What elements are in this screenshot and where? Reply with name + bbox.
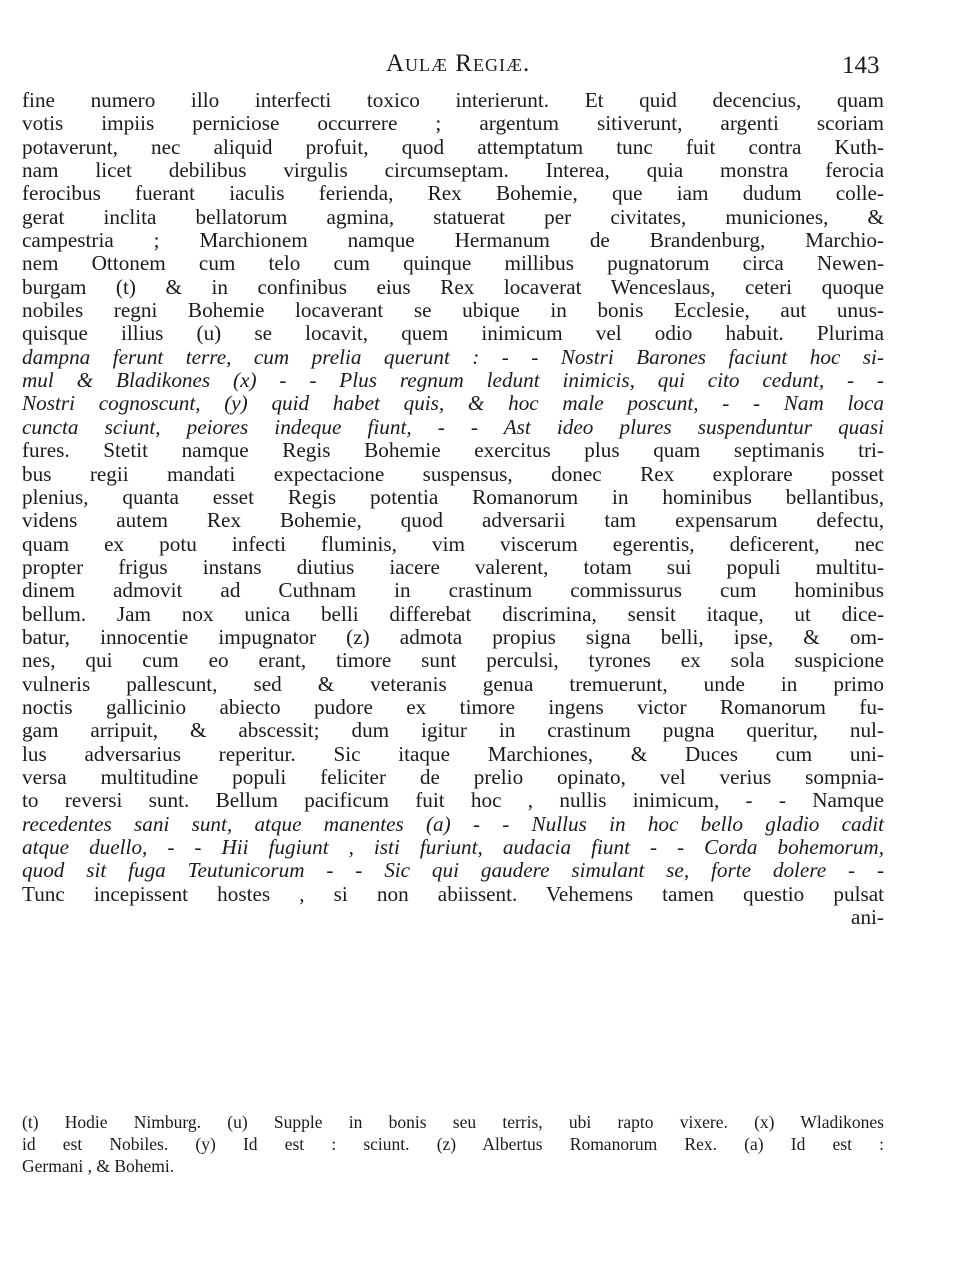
footnote-line: Germani , & Bohemi. (22, 1156, 175, 1176)
text-line: Nostri cognoscunt, (y) quid habet quis, & hoc male poscunt, - - Nam loca (22, 391, 884, 416)
text-line: fine numero illo interfecti toxico interierunt. Et quid decencius, quam (22, 88, 884, 112)
text-line: batur, innocentie impugnator (z) admota propius signa belli, ipse, & om- (22, 624, 884, 649)
text-line: mul & Bladikones (x) - - Plus regnum ledunt inimicis, qui cito cedunt, - - (22, 368, 884, 393)
text-line: nem Ottonem cum telo cum quinque millibus pugnatorum circa Newen- (22, 251, 884, 276)
text-line: burgam (t) & in confinibus eius Rex locaverat Wenceslaus, ceteri quoque (22, 274, 884, 299)
text-line: cuncta sciunt, peiores indeque fiunt, - - Ast ideo plures suspenduntur quasi (22, 414, 884, 439)
text-line: quam ex potu infecti fluminis, vim viscerum egerentis, deficerent, nec (22, 531, 884, 556)
page-header (0, 50, 960, 90)
text-line: fures. Stetit namque Regis Bohemie exercitus plus quam septimanis tri- (22, 438, 884, 463)
text-line: plenius, quanta esset Regis potentia Romanorum in hominibus bellantibus, (22, 484, 884, 509)
text-line: gerat inclita bellatorum agmina, statuerat per civitates, municiones, & (22, 204, 884, 229)
text-line: vulneris pallescunt, sed & veteranis genua tremuerunt, unde in primo (22, 671, 884, 696)
footnote-line: (t) Hodie Nimburg. (u) Supple in bonis seu terris, ubi rapto vixere. (x) Wladikones (22, 1112, 884, 1132)
text-line: bellum. Jam nox unica belli differebat discrimina, sensit itaque, ut dice- (22, 601, 884, 626)
text-line: Tunc incepissent hostes , si non abiissent. Vehemens tamen questio pulsat (22, 881, 884, 906)
text-line: nam licet debilibus virgulis circumseptam. Interea, quia monstra ferocia (22, 158, 884, 183)
footnotes (22, 1111, 884, 1177)
text-line: dinem admovit ad Cuthnam in crastinum commissurus cum hominibus (22, 578, 884, 603)
footnote-line: id est Nobiles. (y) Id est : sciunt. (z) Albertus Romanorum Rex. (a) Id est : (22, 1134, 884, 1154)
text-line: recedentes sani sunt, atque manentes (a) - - Nullus in hoc bello gladio cadit (22, 811, 884, 836)
page-number: 143 (842, 52, 880, 79)
text-line: votis impiis perniciose occurrere ; argentum sitiverunt, argenti scoriam (22, 111, 884, 136)
text-line: quod sit fuga Teutunicorum - - Sic qui gaudere simulant se, forte dolere - - (22, 858, 884, 883)
catchword: ani- (851, 905, 884, 930)
text-line: bus regii mandati expectacione suspensus, donec Rex explorare posset (22, 461, 884, 486)
text-line: versa multitudine populi feliciter de prelio opinato, vel verius sompnia- (22, 764, 884, 789)
body-text (22, 89, 884, 929)
text-line: dampna ferunt terre, cum prelia querunt : - - Nostri Barones faciunt hoc si- (22, 344, 884, 369)
text-line: campestria ; Marchionem namque Hermanum de Brandenburg, Marchio- (22, 228, 884, 253)
text-line: quisque illius (u) se locavit, quem inimicum vel odio habuit. Plurima (22, 321, 884, 346)
running-head: Aulæ Regiæ. (386, 50, 531, 77)
text-line: gam arripuit, & abscessit; dum igitur in crastinum pugna queritur, nul- (22, 718, 884, 743)
text-line: noctis gallicinio abiecto pudore ex timore ingens victor Romanorum fu- (22, 694, 884, 719)
text-line: propter frigus instans diutius iacere valerent, totam sui populi multitu- (22, 554, 884, 579)
text-line: videns autem Rex Bohemie, quod adversarii tam expensarum defectu, (22, 508, 884, 533)
text-line: nes, qui cum eo erant, timore sunt perculsi, tyrones ex sola suspicione (22, 648, 884, 673)
text-line: potaverunt, nec aliquid profuit, quod attemptatum tunc fuit contra Kuth- (22, 134, 884, 159)
text-line: ferocibus fuerant iaculis ferienda, Rex Bohemie, que iam dudum colle- (22, 181, 884, 206)
text-line: atque duello, - - Hii fugiunt , isti furiunt, audacia fiunt - - Corda bohemorum, (22, 835, 884, 859)
text-line: to reversi sunt. Bellum pacificum fuit hoc , nullis inimicum, - - Namque (22, 788, 884, 813)
text-line: lus adversarius reperitur. Sic itaque Marchiones, & Duces cum uni- (22, 741, 884, 766)
text-line: nobiles regni Bohemie locaverant se ubique in bonis Ecclesie, aut unus- (22, 298, 884, 323)
